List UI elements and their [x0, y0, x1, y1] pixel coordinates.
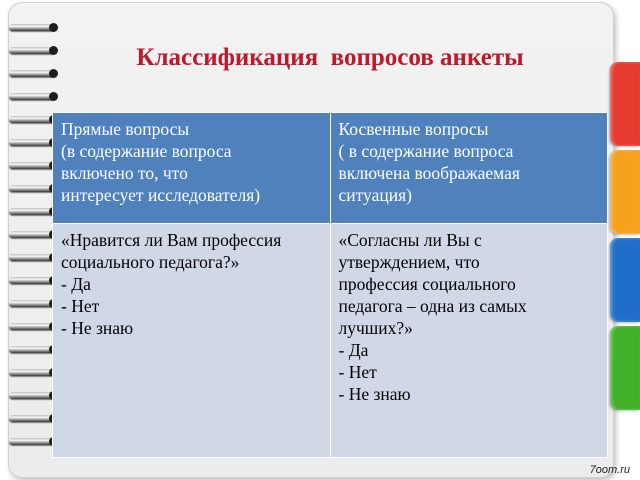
red-tab [610, 62, 640, 146]
spiral-ring [9, 44, 59, 57]
header-line: (в содержание вопроса [61, 141, 232, 161]
cell-line: утверждением, что [338, 252, 480, 272]
direct-question-example [53, 224, 331, 458]
green-tab [610, 326, 640, 410]
indirect-question-example [330, 224, 608, 458]
cell-line: педагога – одна из самых [338, 296, 527, 316]
cell-line: социального педагога?» [61, 252, 240, 272]
table-header-row [53, 113, 608, 224]
spiral-ring [9, 67, 59, 80]
header-line: включена воображаемая [338, 163, 520, 183]
orange-tab [610, 150, 640, 234]
header-line: интересует исследователя) [61, 185, 261, 205]
spiral-ring [9, 21, 59, 34]
header-line: включено то, что [61, 163, 188, 183]
header-line: Косвенные вопросы [338, 119, 489, 139]
direct-questions-header [53, 113, 331, 224]
cell-line: лучших?» [338, 318, 413, 338]
answer-option: - Нет [338, 362, 377, 382]
header-line: ситуация) [338, 185, 412, 205]
cell-line: «Нравится ли Вам профессия [61, 230, 282, 250]
cell-line: «Согласны ли Вы с [338, 230, 482, 250]
answer-option: - Да [61, 274, 91, 294]
header-line: ( в содержание вопроса [338, 141, 514, 161]
blue-tab [610, 238, 640, 322]
watermark-logo: 7oom.ru [589, 464, 630, 476]
spiral-ring [9, 90, 59, 103]
slide-title: Классификация вопросов анкеты [136, 44, 524, 71]
answer-option: - Не знаю [338, 384, 411, 404]
header-line: Прямые вопросы [61, 119, 190, 139]
answer-option: - Нет [61, 296, 100, 316]
answer-option: - Да [338, 340, 369, 360]
cell-line: профессия социального [338, 274, 516, 294]
question-classification-table [52, 112, 608, 458]
indirect-questions-header [330, 113, 608, 224]
answer-option: - Не знаю [61, 318, 134, 338]
table-row [53, 224, 608, 458]
